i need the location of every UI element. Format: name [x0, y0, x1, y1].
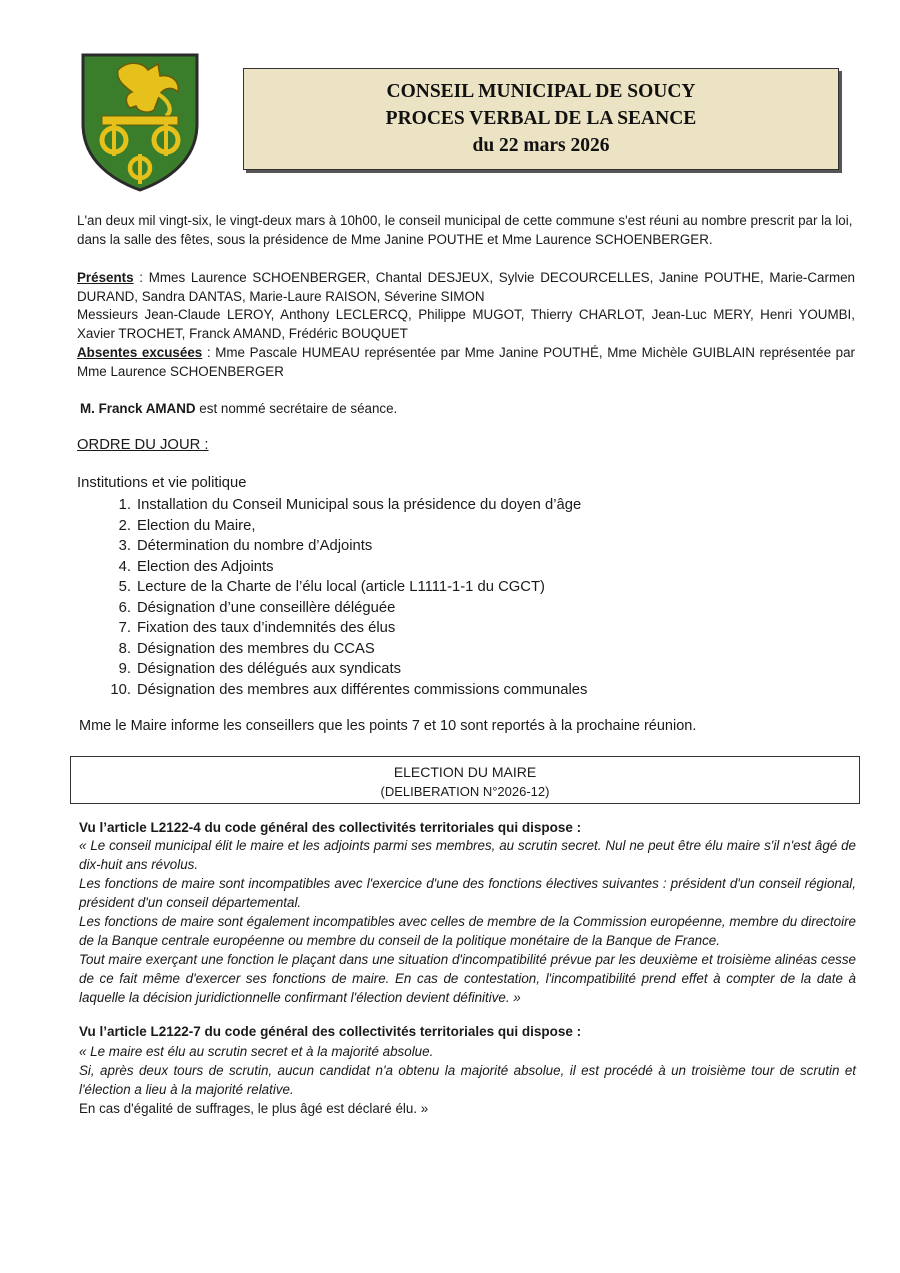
secretary-line [80, 399, 858, 418]
article-l2122-4-paragraph: Les fonctions de maire sont également incompatibles avec celles de membre de la Commission européenne, membre du directoire de la Banque centrale européenne ou membre du conseil de la politique monétaire de la Banque de France. [79, 914, 856, 948]
article-l2122-4-paragraph: « Le conseil municipal élit le maire et les adjoints parmi ses membres, au scrutin secret. Nul ne peut être élu maire s'il n'est âgé de dix-huit ans révolus. [79, 838, 856, 872]
article-l2122-7-heading: Vu l’article L2122-7 du code général des collectivités territoriales qui dispose : [79, 1024, 582, 1039]
agenda-item-text: Désignation d’une conseillère déléguée [137, 599, 396, 616]
article-l2122-4-paragraph: Tout maire exerçant une fonction le plaçant dans une situation d'incompatibilité prévue par les deuxième et troisième alinéas cesse de ce fait même d'exercer ses fonctions de maire. En cas de contestation, l'incompatibilité prend effet à compter de la date à laquelle la décision juridictionnelle confirmant l'élection devient définitive. » [79, 952, 856, 1005]
absents-paragraph [77, 343, 855, 381]
header-line-date: du 22 mars 2026 [472, 135, 610, 156]
postponement-note: Mme le Maire informe les conseillers que les points 7 et 10 sont reportés à la prochaine réunion. [79, 718, 697, 734]
secretary-name: M. Franck AMAND [80, 401, 196, 416]
article-l2122-7-quote [79, 1042, 856, 1118]
election-title: ELECTION DU MAIRE [393, 764, 537, 780]
agenda-item-number: 1. [118, 497, 131, 513]
agenda-item-text: Désignation des membres du CCAS [137, 640, 375, 657]
election-section-box [70, 756, 860, 804]
agenda-item-number: 6. [118, 599, 131, 616]
agenda-item [95, 536, 587, 557]
agenda-item-text: Installation du Conseil Municipal sous la présidence du doyen d’âge [137, 497, 582, 513]
agenda-item-text: Fixation des taux d’indemnités des élus [137, 620, 396, 636]
deliberation-number: (DELIBERATION N°2026-12) [380, 784, 550, 799]
article-l2122-4-heading: Vu l’article L2122-4 du code général des collectivités territoriales qui dispose : [79, 820, 582, 835]
presents-label: Présents [77, 270, 134, 285]
agenda-item-text: Lecture de la Charte de l’élu local (article L1111-1-1 du CGCT) [137, 579, 545, 595]
agenda-item-text: Désignation des membres aux différentes commissions communales [137, 681, 588, 698]
header-line-minutes: PROCES VERBAL DE LA SEANCE [385, 108, 697, 129]
agenda-item [95, 639, 587, 660]
header-line-council: CONSEIL MUNICIPAL DE SOUCY [386, 81, 696, 102]
agenda-item [95, 516, 587, 537]
agenda-item [95, 659, 587, 680]
agenda-list [95, 495, 587, 700]
agenda-item [95, 598, 587, 619]
agenda-item-number: 2. [118, 517, 131, 534]
agenda-title: ORDRE DU JOUR : [77, 437, 209, 453]
article-l2122-4-quote [79, 836, 856, 1007]
article-l2122-7-paragraph: « Le maire est élu au scrutin secret et à la majorité absolue. [79, 1044, 434, 1059]
secretary-text: est nommé secrétaire de séance. [195, 401, 398, 416]
presents-women: : Mmes Laurence SCHOENBERGER, Chantal DESJEUX, Sylvie DECOURCELLES, Janine POUTHE, Marie-Carmen DURAND, Sandra DANTAS, Marie-Laure RAISON, Séverine SIMON [77, 270, 855, 304]
presents-paragraph [77, 268, 855, 306]
agenda-item-number: 5. [118, 579, 131, 595]
agenda-item-number: 8. [118, 640, 131, 657]
agenda-item-text: Election des Adjoints [137, 558, 274, 575]
agenda-item-number: 4. [118, 558, 131, 575]
agenda-item-text: Election du Maire, [137, 517, 256, 534]
agenda-item [95, 495, 587, 516]
agenda-item-number: 3. [118, 538, 131, 554]
absents-text: : Mme Pascale HUMEAU représentée par Mme Janine POUTHÉ, Mme Michèle GUIBLAIN représentée par Mme Laurence SCHOENBERGER [77, 345, 855, 379]
absents-label: Absentes excusées [77, 345, 203, 360]
agenda-item-text: Désignation des délégués aux syndicats [137, 661, 402, 677]
coat-of-arms-icon [80, 52, 200, 192]
agenda-item-text: Détermination du nombre d’Adjoints [137, 538, 373, 554]
presents-men: Messieurs Jean-Claude LEROY, Anthony LECLERCQ, Philippe MUGOT, Thierry CHARLOT, Jean-Luc MERY, Henri YOUMBI, Xavier TROCHET, Franck AMAND, Frédéric BOUQUET [77, 307, 855, 341]
agenda-item [95, 680, 587, 701]
agenda-item [95, 577, 587, 598]
article-l2122-7-paragraph: Si, après deux tours de scrutin, aucun candidat n'a obtenu la majorité absolue, il est procédé à un troisième tour de scrutin et l'élection a lieu à la majorité relative. [79, 1063, 856, 1097]
agenda-item [95, 618, 587, 639]
agenda-item [95, 557, 587, 578]
article-l2122-4-paragraph: Les fonctions de maire sont incompatibles avec l'exercice d'une des fonctions électives suivantes : président d'un conseil régional, président d'un conseil départemental. [79, 876, 856, 910]
agenda-item-number: 7. [118, 620, 131, 636]
article-l2122-7-paragraph: En cas d'égalité de suffrages, le plus âgé est déclaré élu. » [79, 1101, 429, 1116]
intro-paragraph: L'an deux mil vingt-six, le vingt-deux mars à 10h00, le conseil municipal de cette commune s'est réuni au nombre prescrit par la loi, dans la salle des fêtes, sous la présidence de Mme Janine POUTHE et Mme Laurence SCHOENBERGER. [77, 213, 853, 247]
agenda-category: Institutions et vie politique [77, 475, 247, 491]
header-title-box [243, 68, 839, 170]
agenda-item-number: 10. [110, 681, 131, 698]
agenda-item-number: 9. [118, 661, 131, 677]
